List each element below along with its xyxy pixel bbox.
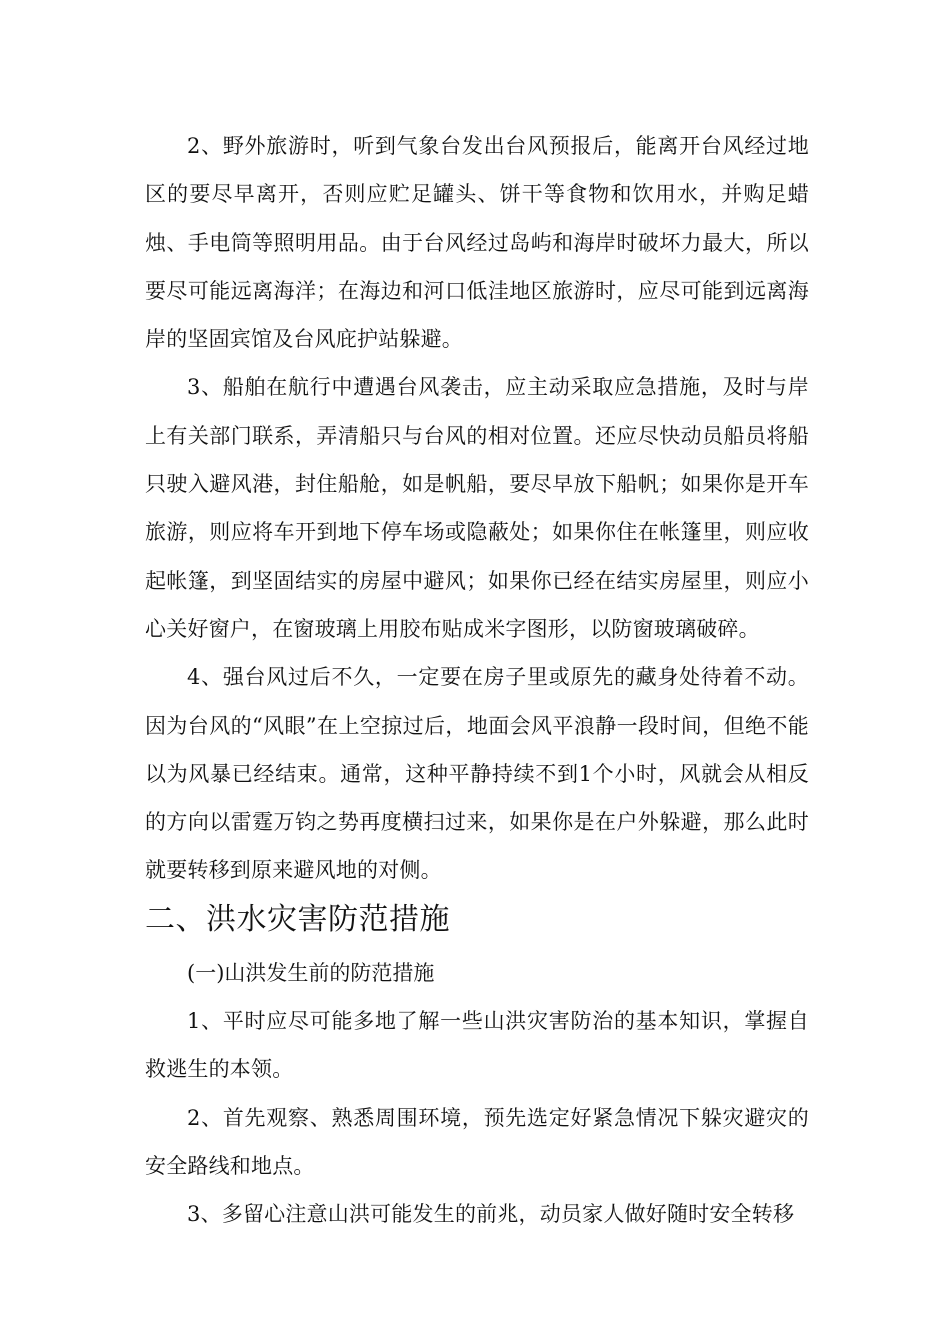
paragraph-typhoon-travel: 2、野外旅游时，听到气象台发出台风预报后，能离开台风经过地区的要尽早离开，否则应贮足罐头、饼干等食物和饮用水，并购足蜡烛、手电筒等照明用品。由于台风经过岛屿和海岸时破坏力最大，所以要尽可能远离海洋；在海边和河口低洼地区旅游时，应尽可能到远离海岸的坚固宾馆及台风庇护站躲避。 — [145, 134, 809, 352]
document-body — [145, 122, 809, 1239]
section-heading-flood: 二、洪水灾害防范措施 — [145, 901, 450, 937]
subsection-heading-before-flood: (一)山洪发生前的防范措施 — [187, 960, 435, 985]
paragraph-flood-signs: 3、多留心注意山洪可能发生的前兆，动员家人做好随时安全转移 — [187, 1202, 795, 1227]
paragraph-flood-knowledge: 1、平时应尽可能多地了解一些山洪灾害防治的基本知识，掌握自救逃生的本领。 — [145, 1009, 809, 1082]
paragraph-typhoon-ship: 3、船舶在航行中遭遇台风袭击，应主动采取应急措施，及时与岸上有关部门联系，弄清船只与台风的相对位置。还应尽快动员船员将船只驶入避风港，封住船舱，如是帆船，要尽早放下船帆；如果你是开车旅游，则应将车开到地下停车场或隐蔽处；如果你住在帐篷里，则应收起帐篷，到坚固结实的房屋中避风；如果你已经在结实房屋里，则应小心关好窗户，在窗玻璃上用胶布贴成米字图形，以防窗玻璃破碎。 — [145, 375, 809, 641]
paragraph-typhoon-after: 4、强台风过后不久，一定要在房子里或原先的藏身处待着不动。因为台风的“风眼”在上空掠过后，地面会风平浪静一段时间，但绝不能以为风暴已经结束。通常，这种平静持续不到1个小时，风就会从相反的方向以雷霆万钧之势再度横扫过来，如果你是在户外躲避，那么此时就要转移到原来避风地的对侧。 — [145, 665, 809, 883]
paragraph-flood-route: 2、首先观察、熟悉周围环境，预先选定好紧急情况下躲灾避灾的安全路线和地点。 — [145, 1105, 809, 1178]
